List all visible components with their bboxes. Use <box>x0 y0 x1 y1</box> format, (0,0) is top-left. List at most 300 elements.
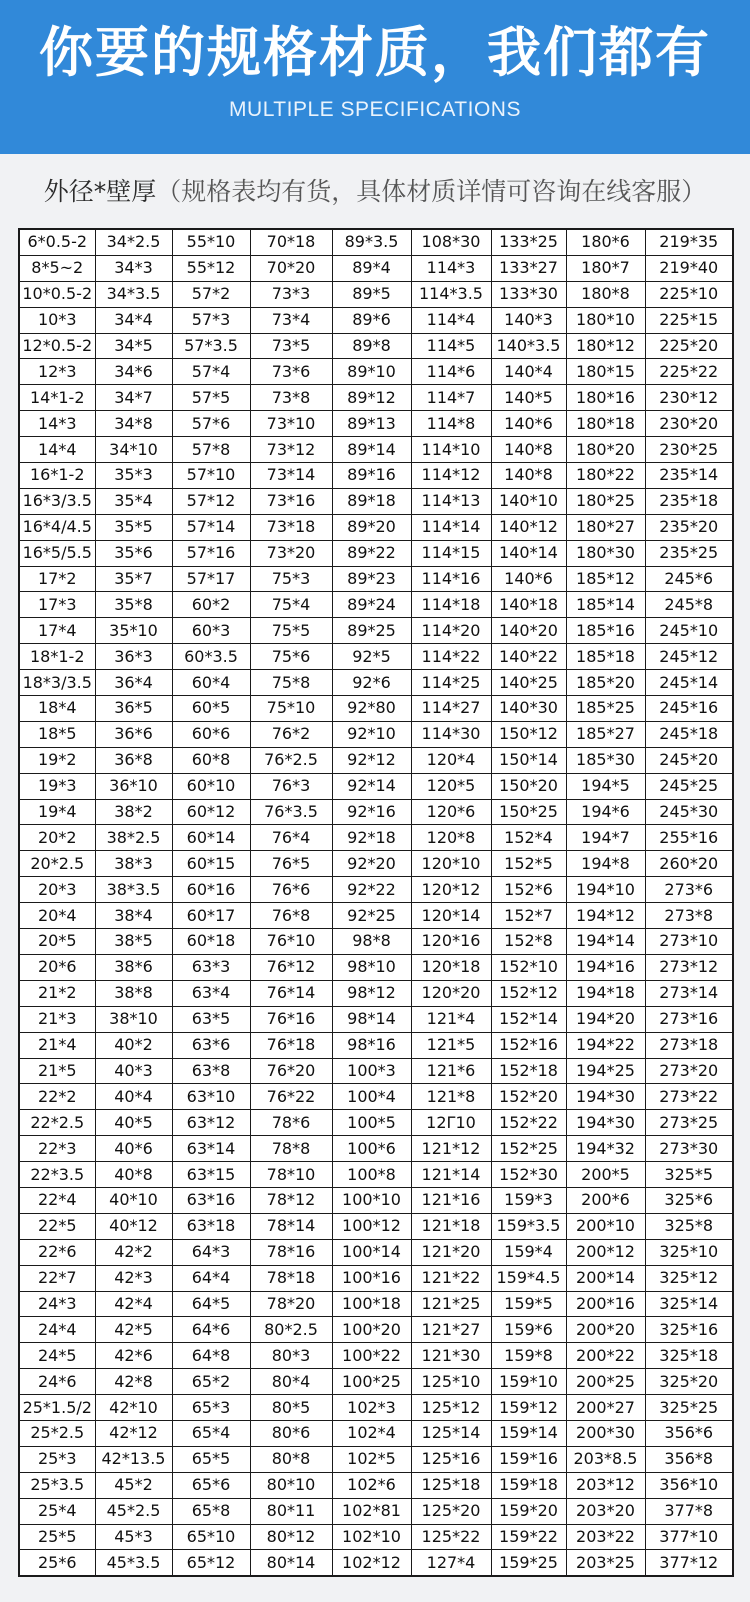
spec-cell: 152*25 <box>491 1136 566 1162</box>
spec-cell: 78*18 <box>250 1265 332 1291</box>
spec-cell: 180*18 <box>566 411 645 437</box>
spec-cell: 89*23 <box>332 566 411 592</box>
spec-cell: 60*3.5 <box>172 644 250 670</box>
spec-cell: 150*25 <box>491 799 566 825</box>
spec-cell: 60*18 <box>172 929 250 955</box>
spec-cell: 325*6 <box>645 1187 733 1213</box>
spec-cell: 120*8 <box>411 825 491 851</box>
table-row <box>19 1369 733 1395</box>
spec-cell: 73*5 <box>250 333 332 359</box>
spec-cell: 194*7 <box>566 825 645 851</box>
spec-cell: 20*3 <box>19 877 95 903</box>
spec-cell: 60*12 <box>172 799 250 825</box>
spec-cell: 235*20 <box>645 514 733 540</box>
spec-cell: 38*2 <box>95 799 172 825</box>
spec-cell: 89*18 <box>332 488 411 514</box>
spec-cell: 219*35 <box>645 229 733 255</box>
spec-cell: 35*8 <box>95 592 172 618</box>
spec-cell: 92*80 <box>332 696 411 722</box>
spec-cell: 140*5 <box>491 385 566 411</box>
spec-cell: 92*18 <box>332 825 411 851</box>
spec-cell: 121*16 <box>411 1187 491 1213</box>
spec-cell: 65*4 <box>172 1420 250 1446</box>
spec-cell: 34*2.5 <box>95 229 172 255</box>
spec-cell: 114*14 <box>411 514 491 540</box>
spec-cell: 89*14 <box>332 437 411 463</box>
spec-cell: 76*8 <box>250 903 332 929</box>
spec-cell: 55*10 <box>172 229 250 255</box>
spec-cell: 19*4 <box>19 799 95 825</box>
spec-cell: 12*0.5-2 <box>19 333 95 359</box>
spec-cell: 159*25 <box>491 1550 566 1576</box>
spec-cell: 22*6 <box>19 1239 95 1265</box>
spec-cell: 152*22 <box>491 1110 566 1136</box>
table-row <box>19 877 733 903</box>
spec-cell: 377*10 <box>645 1524 733 1550</box>
spec-cell: 45*3.5 <box>95 1550 172 1576</box>
spec-cell: 180*15 <box>566 359 645 385</box>
spec-cell: 42*8 <box>95 1369 172 1395</box>
spec-cell: 65*8 <box>172 1498 250 1524</box>
spec-cell: 57*6 <box>172 411 250 437</box>
spec-cell: 159*3 <box>491 1187 566 1213</box>
spec-cell: 325*8 <box>645 1213 733 1239</box>
spec-cell: 25*1.5/2 <box>19 1395 95 1421</box>
spec-cell: 24*4 <box>19 1317 95 1343</box>
spec-cell: 200*16 <box>566 1291 645 1317</box>
spec-cell: 200*5 <box>566 1162 645 1188</box>
spec-cell: 356*8 <box>645 1446 733 1472</box>
spec-cell: 102*4 <box>332 1420 411 1446</box>
spec-cell: 152*5 <box>491 851 566 877</box>
spec-cell: 17*4 <box>19 618 95 644</box>
spec-cell: 75*10 <box>250 696 332 722</box>
spec-cell: 120*14 <box>411 903 491 929</box>
spec-cell: 100*25 <box>332 1369 411 1395</box>
table-row <box>19 514 733 540</box>
spec-cell: 75*4 <box>250 592 332 618</box>
spec-cell: 152*16 <box>491 1032 566 1058</box>
spec-cell: 20*2.5 <box>19 851 95 877</box>
spec-cell: 127*4 <box>411 1550 491 1576</box>
spec-cell: 70*20 <box>250 255 332 281</box>
spec-cell: 159*4 <box>491 1239 566 1265</box>
table-row <box>19 1446 733 1472</box>
page-subtitle: MULTIPLE SPECIFICATIONS <box>229 98 521 121</box>
spec-cell: 114*25 <box>411 670 491 696</box>
table-row <box>19 721 733 747</box>
spec-cell: 180*25 <box>566 488 645 514</box>
spec-cell: 60*10 <box>172 773 250 799</box>
spec-cell: 185*16 <box>566 618 645 644</box>
caption-note: （规格表均有货，具体材质详情可咨询在线客服） <box>156 177 707 206</box>
spec-cell: 80*10 <box>250 1472 332 1498</box>
spec-cell: 102*10 <box>332 1524 411 1550</box>
spec-cell: 65*5 <box>172 1446 250 1472</box>
spec-cell: 34*3.5 <box>95 281 172 307</box>
spec-cell: 75*3 <box>250 566 332 592</box>
spec-cell: 22*3 <box>19 1136 95 1162</box>
spec-cell: 159*5 <box>491 1291 566 1317</box>
table-row <box>19 670 733 696</box>
spec-cell: 200*22 <box>566 1343 645 1369</box>
spec-cell: 100*16 <box>332 1265 411 1291</box>
spec-cell: 24*5 <box>19 1343 95 1369</box>
spec-cell: 64*4 <box>172 1265 250 1291</box>
spec-cell: 121*12 <box>411 1136 491 1162</box>
spec-cell: 180*10 <box>566 307 645 333</box>
spec-cell: 140*12 <box>491 514 566 540</box>
table-row <box>19 1498 733 1524</box>
spec-cell: 121*22 <box>411 1265 491 1291</box>
spec-cell: 120*16 <box>411 929 491 955</box>
spec-cell: 200*6 <box>566 1187 645 1213</box>
spec-cell: 8*5~2 <box>19 255 95 281</box>
spec-cell: 180*30 <box>566 540 645 566</box>
spec-cell: 152*14 <box>491 1006 566 1032</box>
spec-cell: 40*2 <box>95 1032 172 1058</box>
spec-cell: 35*6 <box>95 540 172 566</box>
spec-cell: 42*2 <box>95 1239 172 1265</box>
spec-cell: 125*12 <box>411 1395 491 1421</box>
spec-cell: 45*2.5 <box>95 1498 172 1524</box>
spec-cell: 121*8 <box>411 1084 491 1110</box>
spec-cell: 114*7 <box>411 385 491 411</box>
spec-cell: 125*18 <box>411 1472 491 1498</box>
spec-cell: 180*12 <box>566 333 645 359</box>
spec-cell: 100*18 <box>332 1291 411 1317</box>
spec-cell: 60*5 <box>172 696 250 722</box>
spec-cell: 63*5 <box>172 1006 250 1032</box>
spec-cell: 100*5 <box>332 1110 411 1136</box>
spec-cell: 76*5 <box>250 851 332 877</box>
spec-cell: 125*10 <box>411 1369 491 1395</box>
caption-label: 外径*壁厚 <box>43 177 157 206</box>
spec-cell: 159*20 <box>491 1498 566 1524</box>
spec-cell: 35*3 <box>95 463 172 489</box>
spec-cell: 180*8 <box>566 281 645 307</box>
table-row <box>19 954 733 980</box>
table-row <box>19 1550 733 1576</box>
spec-cell: 245*14 <box>645 670 733 696</box>
spec-cell: 34*6 <box>95 359 172 385</box>
spec-cell: 121*27 <box>411 1317 491 1343</box>
spec-cell: 194*20 <box>566 1006 645 1032</box>
table-row <box>19 1395 733 1421</box>
spec-cell: 76*10 <box>250 929 332 955</box>
spec-cell: 18*3/3.5 <box>19 670 95 696</box>
spec-cell: 194*12 <box>566 903 645 929</box>
spec-cell: 245*10 <box>645 618 733 644</box>
spec-cell: 230*20 <box>645 411 733 437</box>
spec-cell: 377*8 <box>645 1498 733 1524</box>
table-row <box>19 1213 733 1239</box>
spec-cell: 57*3 <box>172 307 250 333</box>
spec-cell: 140*18 <box>491 592 566 618</box>
spec-cell: 273*25 <box>645 1110 733 1136</box>
spec-cell: 73*14 <box>250 463 332 489</box>
table-row <box>19 980 733 1006</box>
spec-cell: 64*5 <box>172 1291 250 1317</box>
spec-cell: 194*30 <box>566 1084 645 1110</box>
spec-cell: 57*10 <box>172 463 250 489</box>
spec-cell: 73*8 <box>250 385 332 411</box>
spec-cell: 121*5 <box>411 1032 491 1058</box>
spec-cell: 100*12 <box>332 1213 411 1239</box>
spec-cell: 80*6 <box>250 1420 332 1446</box>
spec-cell: 152*7 <box>491 903 566 929</box>
spec-cell: 92*20 <box>332 851 411 877</box>
spec-cell: 35*10 <box>95 618 172 644</box>
spec-cell: 114*16 <box>411 566 491 592</box>
spec-cell: 120*6 <box>411 799 491 825</box>
table-row <box>19 1006 733 1032</box>
spec-cell: 325*10 <box>645 1239 733 1265</box>
spec-cell: 38*3.5 <box>95 877 172 903</box>
spec-cell: 194*14 <box>566 929 645 955</box>
spec-cell: 34*7 <box>95 385 172 411</box>
spec-cell: 235*18 <box>645 488 733 514</box>
table-row <box>19 618 733 644</box>
table-row <box>19 644 733 670</box>
spec-cell: 80*4 <box>250 1369 332 1395</box>
spec-cell: 34*4 <box>95 307 172 333</box>
spec-cell: 98*16 <box>332 1032 411 1058</box>
spec-cell: 73*3 <box>250 281 332 307</box>
spec-cell: 120*18 <box>411 954 491 980</box>
spec-cell: 121*14 <box>411 1162 491 1188</box>
spec-cell: 42*5 <box>95 1317 172 1343</box>
spec-cell: 25*5 <box>19 1524 95 1550</box>
spec-cell: 14*1-2 <box>19 385 95 411</box>
spec-cell: 114*8 <box>411 411 491 437</box>
spec-cell: 92*5 <box>332 644 411 670</box>
spec-cell: 57*5 <box>172 385 250 411</box>
spec-cell: 230*12 <box>645 385 733 411</box>
spec-cell: 78*12 <box>250 1187 332 1213</box>
table-row <box>19 851 733 877</box>
spec-cell: 273*12 <box>645 954 733 980</box>
spec-cell: 125*20 <box>411 1498 491 1524</box>
spec-cell: 76*12 <box>250 954 332 980</box>
spec-cell: 42*12 <box>95 1420 172 1446</box>
spec-cell: 180*22 <box>566 463 645 489</box>
spec-cell: 18*5 <box>19 721 95 747</box>
spec-cell: 64*3 <box>172 1239 250 1265</box>
spec-cell: 114*12 <box>411 463 491 489</box>
spec-cell: 121*4 <box>411 1006 491 1032</box>
spec-cell: 89*6 <box>332 307 411 333</box>
spec-cell: 19*2 <box>19 747 95 773</box>
spec-cell: 76*4 <box>250 825 332 851</box>
table-row <box>19 281 733 307</box>
spec-cell: 63*12 <box>172 1110 250 1136</box>
table-row <box>19 1524 733 1550</box>
table-row <box>19 825 733 851</box>
table-row <box>19 1472 733 1498</box>
spec-cell: 377*12 <box>645 1550 733 1576</box>
spec-cell: 194*30 <box>566 1110 645 1136</box>
spec-cell: 273*14 <box>645 980 733 1006</box>
spec-cell: 140*20 <box>491 618 566 644</box>
spec-cell: 57*2 <box>172 281 250 307</box>
spec-cell: 114*13 <box>411 488 491 514</box>
spec-cell: 20*5 <box>19 929 95 955</box>
spec-cell: 150*12 <box>491 721 566 747</box>
spec-cell: 92*14 <box>332 773 411 799</box>
spec-cell: 80*12 <box>250 1524 332 1550</box>
spec-cell: 36*3 <box>95 644 172 670</box>
spec-cell: 92*16 <box>332 799 411 825</box>
spec-cell: 98*12 <box>332 980 411 1006</box>
spec-cell: 65*3 <box>172 1395 250 1421</box>
spec-cell: 100*10 <box>332 1187 411 1213</box>
table-row <box>19 1343 733 1369</box>
spec-cell: 65*2 <box>172 1369 250 1395</box>
spec-cell: 45*3 <box>95 1524 172 1550</box>
spec-cell: 24*3 <box>19 1291 95 1317</box>
spec-cell: 60*16 <box>172 877 250 903</box>
table-row <box>19 540 733 566</box>
spec-cell: 152*8 <box>491 929 566 955</box>
spec-cell: 159*12 <box>491 1395 566 1421</box>
spec-cell: 114*5 <box>411 333 491 359</box>
header-banner <box>0 0 750 154</box>
spec-cell: 76*22 <box>250 1084 332 1110</box>
spec-cell: 89*10 <box>332 359 411 385</box>
spec-cell: 57*3.5 <box>172 333 250 359</box>
spec-cell: 35*4 <box>95 488 172 514</box>
spec-cell: 152*30 <box>491 1162 566 1188</box>
spec-cell: 203*20 <box>566 1498 645 1524</box>
spec-cell: 98*8 <box>332 929 411 955</box>
spec-cell: 14*4 <box>19 437 95 463</box>
spec-cell: 273*6 <box>645 877 733 903</box>
spec-cell: 152*18 <box>491 1058 566 1084</box>
spec-cell: 273*20 <box>645 1058 733 1084</box>
spec-cell: 200*27 <box>566 1395 645 1421</box>
spec-cell: 114*27 <box>411 696 491 722</box>
spec-cell: 63*18 <box>172 1213 250 1239</box>
spec-cell: 159*4.5 <box>491 1265 566 1291</box>
spec-cell: 92*6 <box>332 670 411 696</box>
spec-cell: 185*14 <box>566 592 645 618</box>
spec-cell: 245*25 <box>645 773 733 799</box>
spec-cell: 152*12 <box>491 980 566 1006</box>
spec-cell: 16*4/4.5 <box>19 514 95 540</box>
spec-cell: 159*8 <box>491 1343 566 1369</box>
spec-cell: 65*6 <box>172 1472 250 1498</box>
spec-cell: 100*22 <box>332 1343 411 1369</box>
spec-cell: 140*8 <box>491 437 566 463</box>
spec-cell: 225*15 <box>645 307 733 333</box>
spec-cell: 60*2 <box>172 592 250 618</box>
spec-cell: 92*25 <box>332 903 411 929</box>
spec-cell: 260*20 <box>645 851 733 877</box>
spec-cell: 25*3.5 <box>19 1472 95 1498</box>
spec-cell: 63*14 <box>172 1136 250 1162</box>
table-row <box>19 1110 733 1136</box>
spec-cell: 75*8 <box>250 670 332 696</box>
spec-cell: 100*14 <box>332 1239 411 1265</box>
spec-cell: 133*30 <box>491 281 566 307</box>
spec-cell: 55*12 <box>172 255 250 281</box>
spec-cell: 245*12 <box>645 644 733 670</box>
spec-cell: 185*12 <box>566 566 645 592</box>
spec-cell: 120*5 <box>411 773 491 799</box>
spec-cell: 245*20 <box>645 747 733 773</box>
spec-cell: 57*12 <box>172 488 250 514</box>
spec-cell: 25*2.5 <box>19 1420 95 1446</box>
spec-cell: 73*10 <box>250 411 332 437</box>
spec-cell: 40*5 <box>95 1110 172 1136</box>
spec-cell: 89*16 <box>332 463 411 489</box>
spec-cell: 159*10 <box>491 1369 566 1395</box>
spec-cell: 63*10 <box>172 1084 250 1110</box>
spec-cell: 152*20 <box>491 1084 566 1110</box>
table-row <box>19 566 733 592</box>
spec-cell: 80*3 <box>250 1343 332 1369</box>
spec-cell: 140*6 <box>491 566 566 592</box>
spec-cell: 89*22 <box>332 540 411 566</box>
spec-cell: 200*20 <box>566 1317 645 1343</box>
spec-cell: 185*27 <box>566 721 645 747</box>
table-row <box>19 255 733 281</box>
spec-cell: 78*16 <box>250 1239 332 1265</box>
spec-cell: 64*8 <box>172 1343 250 1369</box>
spec-cell: 75*5 <box>250 618 332 644</box>
spec-cell: 100*8 <box>332 1162 411 1188</box>
spec-cell: 38*3 <box>95 851 172 877</box>
spec-cell: 63*16 <box>172 1187 250 1213</box>
spec-cell: 245*16 <box>645 696 733 722</box>
spec-cell: 18*1-2 <box>19 644 95 670</box>
spec-cell: 133*25 <box>491 229 566 255</box>
spec-cell: 57*16 <box>172 540 250 566</box>
spec-cell: 76*20 <box>250 1058 332 1084</box>
spec-cell: 125*16 <box>411 1446 491 1472</box>
spec-cell: 42*4 <box>95 1291 172 1317</box>
spec-cell: 194*18 <box>566 980 645 1006</box>
spec-cell: 273*30 <box>645 1136 733 1162</box>
spec-cell: 35*7 <box>95 566 172 592</box>
spec-cell: 22*5 <box>19 1213 95 1239</box>
spec-cell: 89*4 <box>332 255 411 281</box>
spec-cell: 6*0.5-2 <box>19 229 95 255</box>
spec-cell: 20*6 <box>19 954 95 980</box>
table-row <box>19 359 733 385</box>
spec-cell: 57*4 <box>172 359 250 385</box>
table-row <box>19 1420 733 1446</box>
spec-cell: 108*30 <box>411 229 491 255</box>
spec-cell: 125*14 <box>411 1420 491 1446</box>
spec-cell: 42*6 <box>95 1343 172 1369</box>
spec-cell: 76*2.5 <box>250 747 332 773</box>
spec-cell: 22*2.5 <box>19 1110 95 1136</box>
spec-cell: 120*20 <box>411 980 491 1006</box>
spec-cell: 114*18 <box>411 592 491 618</box>
spec-cell: 36*5 <box>95 696 172 722</box>
spec-cell: 76*18 <box>250 1032 332 1058</box>
table-row <box>19 1187 733 1213</box>
spec-cell: 120*12 <box>411 877 491 903</box>
page-title: 你要的规格材质，我们都有 <box>39 21 711 84</box>
spec-cell: 25*3 <box>19 1446 95 1472</box>
spec-cell: 16*5/5.5 <box>19 540 95 566</box>
spec-cell: 245*18 <box>645 721 733 747</box>
spec-cell: 16*3/3.5 <box>19 488 95 514</box>
spec-cell: 92*10 <box>332 721 411 747</box>
